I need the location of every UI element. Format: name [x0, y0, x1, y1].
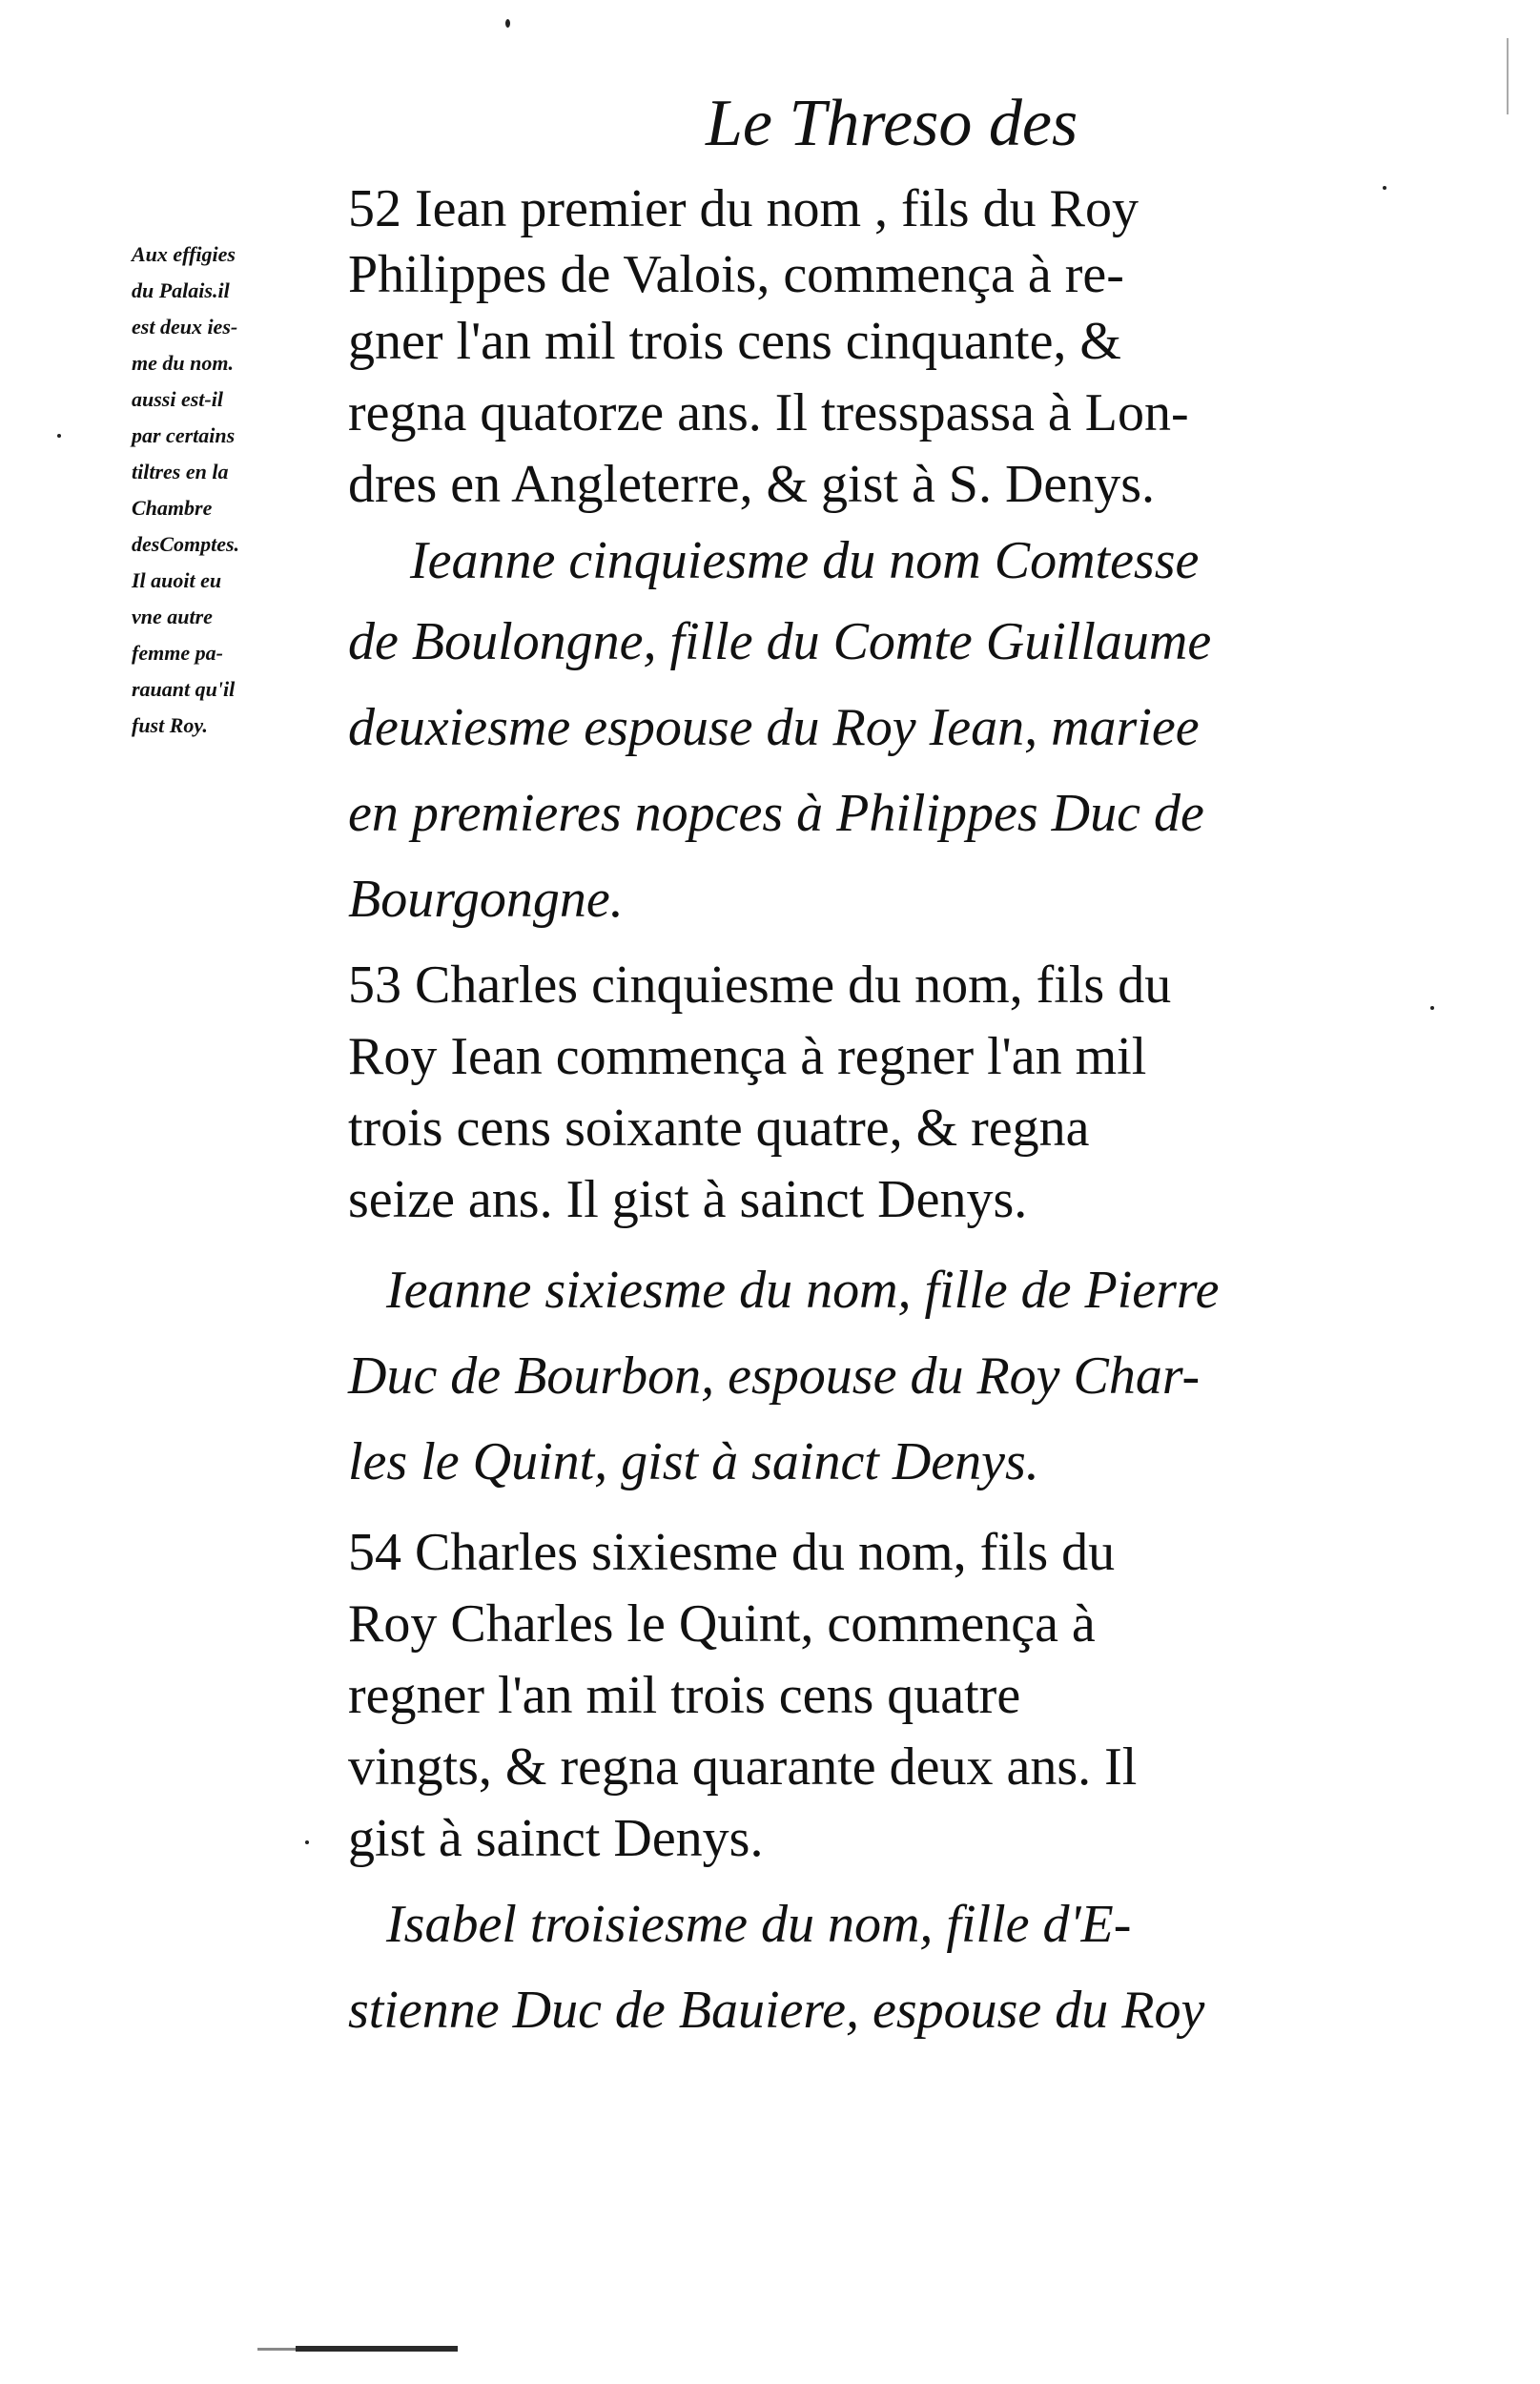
page-edge-mark [1507, 38, 1509, 114]
ink-speck [505, 19, 510, 28]
text-line: gner l'an mil trois cens cinquante, & [348, 312, 1121, 371]
margin-note-line: par certains [132, 423, 236, 447]
bottom-rule-fade [257, 2348, 296, 2351]
text-line: de Boulongne, fille du Comte Guillaume [348, 612, 1212, 671]
margin-note-line: du Palais.il [132, 278, 230, 302]
text-line: regna quatorze ans. Il tresspassa à Lon- [348, 383, 1189, 442]
text-line-entry-54: 54 Charles sixiesme du nom, fils du [348, 1523, 1116, 1582]
margin-note-line: aussi est-il [132, 387, 223, 411]
margin-note-line: femme pa- [132, 641, 223, 665]
margin-note-line: est deux ies- [132, 315, 238, 339]
margin-note-line: Il auoit eu [132, 568, 222, 592]
text-line: regner l'an mil trois cens quatre [348, 1666, 1021, 1725]
margin-note-line: me du nom. [132, 351, 234, 375]
text-line: les le Quint, gist à sainct Denys. [348, 1432, 1039, 1491]
text-line: gist à sainct Denys. [348, 1809, 764, 1868]
text-line-queen-entry: Ieanne cinquiesme du nom Comtesse [410, 531, 1200, 590]
text-line-queen-entry: Isabel troisiesme du nom, fille d'E- [386, 1895, 1132, 1954]
margin-note-line: desComptes. [132, 532, 240, 556]
text-line: Philippes de Valois, commença à re- [348, 245, 1124, 304]
text-line-queen-entry: Ieanne sixiesme du nom, fille de Pierre [386, 1261, 1220, 1320]
text-line: deuxiesme espouse du Roy Iean, mariee [348, 698, 1200, 757]
text-line: Duc de Bourbon, espouse du Roy Char- [348, 1346, 1201, 1406]
margin-note-line: rauant qu'il [132, 677, 236, 701]
margin-note-line: vne autre [132, 605, 213, 628]
text-line: stienne Duc de Bauiere, espouse du Roy [348, 1981, 1205, 2040]
margin-note-line: Aux effigies [132, 242, 236, 266]
running-head: Le Threso des [706, 87, 1078, 160]
text-line: seize ans. Il gist à sainct Denys. [348, 1170, 1028, 1229]
ink-speck [1383, 186, 1386, 190]
text-line: Bourgongne. [348, 870, 624, 929]
margin-note [132, 236, 356, 744]
text-line: vingts, & regna quarante deux ans. Il [348, 1737, 1138, 1797]
bottom-rule [296, 2346, 458, 2352]
text-line: trois cens soixante quatre, & regna [348, 1099, 1090, 1158]
text-line: en premieres nopces à Philippes Duc de [348, 784, 1204, 843]
margin-note-line: tiltres en la [132, 460, 229, 483]
ink-speck [57, 434, 61, 438]
text-line: Roy Iean commença à regner l'an mil [348, 1027, 1147, 1086]
text-line: Roy Charles le Quint, commença à [348, 1594, 1096, 1654]
text-line-entry-53: 53 Charles cinquiesme du nom, fils du [348, 956, 1172, 1015]
ink-speck [1430, 1006, 1434, 1010]
margin-note-line: fust Roy. [132, 713, 208, 737]
text-line-entry-52: 52 Iean premier du nom , fils du Roy [348, 179, 1139, 238]
ink-speck [305, 1840, 309, 1844]
margin-note-line: Chambre [132, 496, 213, 520]
text-line: dres en Angleterre, & gist à S. Denys. [348, 455, 1156, 514]
